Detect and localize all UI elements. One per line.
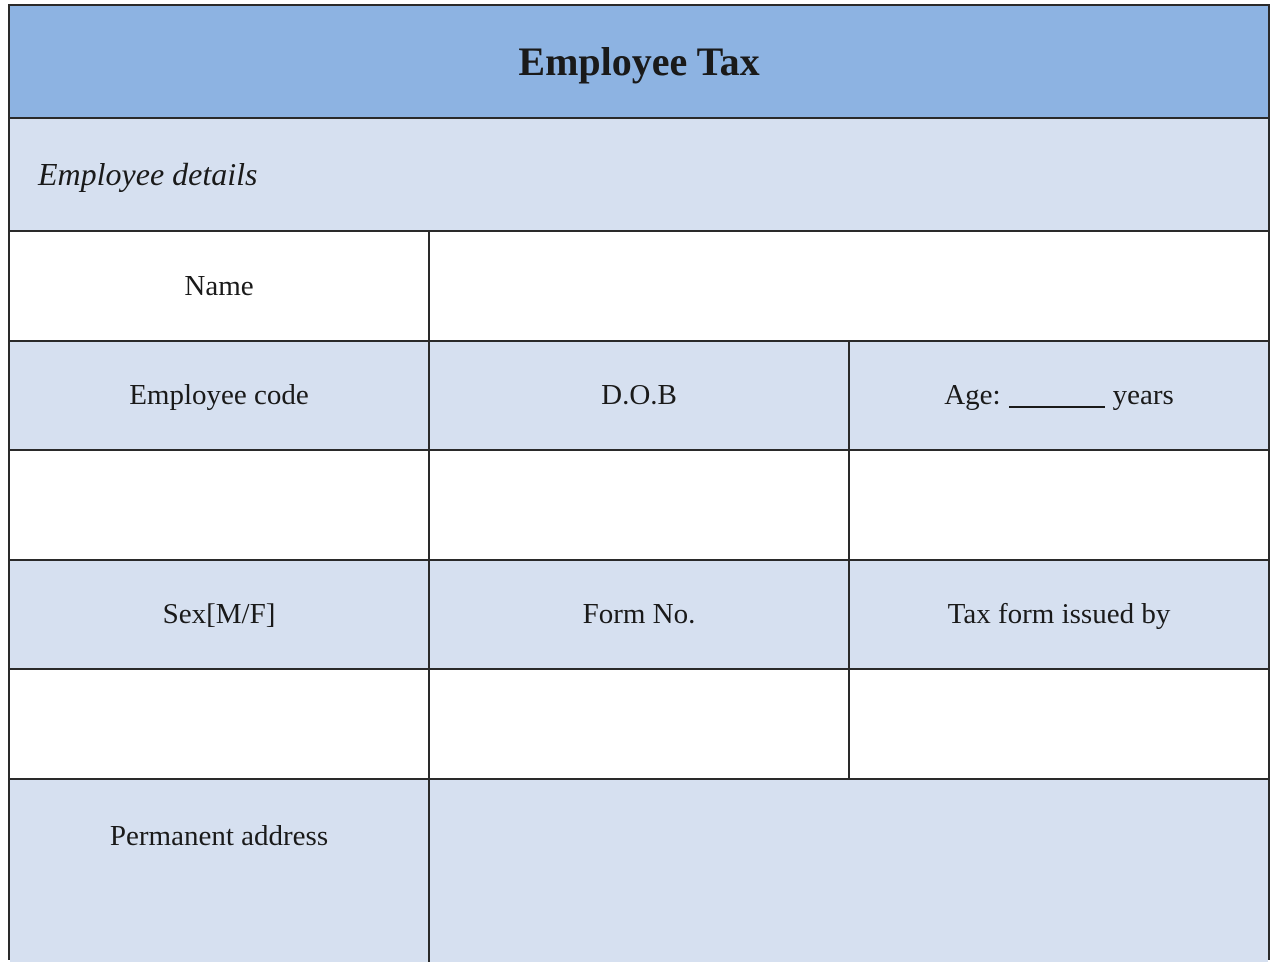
form-title: Employee Tax (518, 39, 760, 84)
form-no-field[interactable] (430, 670, 850, 778)
dob-field[interactable] (430, 451, 850, 559)
employee-code-field[interactable] (10, 451, 430, 559)
employee-code-label: Employee code (10, 342, 430, 449)
section-header (10, 119, 1268, 232)
sex-label: Sex[M/F] (10, 561, 430, 668)
age-label (850, 342, 1268, 449)
tax-info-values-row (10, 670, 1268, 780)
employee-tax-form (8, 4, 1270, 960)
form-no-label: Form No. (430, 561, 850, 668)
age-prefix: Age: (944, 379, 1001, 411)
name-label: Name (10, 232, 430, 340)
age-suffix: years (1112, 379, 1174, 411)
tax-form-issued-by-field[interactable] (850, 670, 1268, 778)
age-field[interactable] (850, 451, 1268, 559)
name-field[interactable] (430, 232, 1268, 340)
sex-field[interactable] (10, 670, 430, 778)
employee-info-labels-row (10, 342, 1268, 451)
section-title: Employee details (38, 156, 258, 192)
age-blank[interactable] (1009, 384, 1105, 408)
tax-form-issued-by-label: Tax form issued by (947, 598, 1171, 630)
dob-label: D.O.B (430, 342, 850, 449)
address-row (10, 780, 1268, 962)
permanent-address-label: Permanent address (10, 780, 430, 962)
form-header (10, 6, 1268, 119)
permanent-address-field[interactable] (430, 780, 1268, 962)
employee-info-values-row (10, 451, 1268, 561)
name-row (10, 232, 1268, 342)
tax-info-labels-row (10, 561, 1268, 670)
